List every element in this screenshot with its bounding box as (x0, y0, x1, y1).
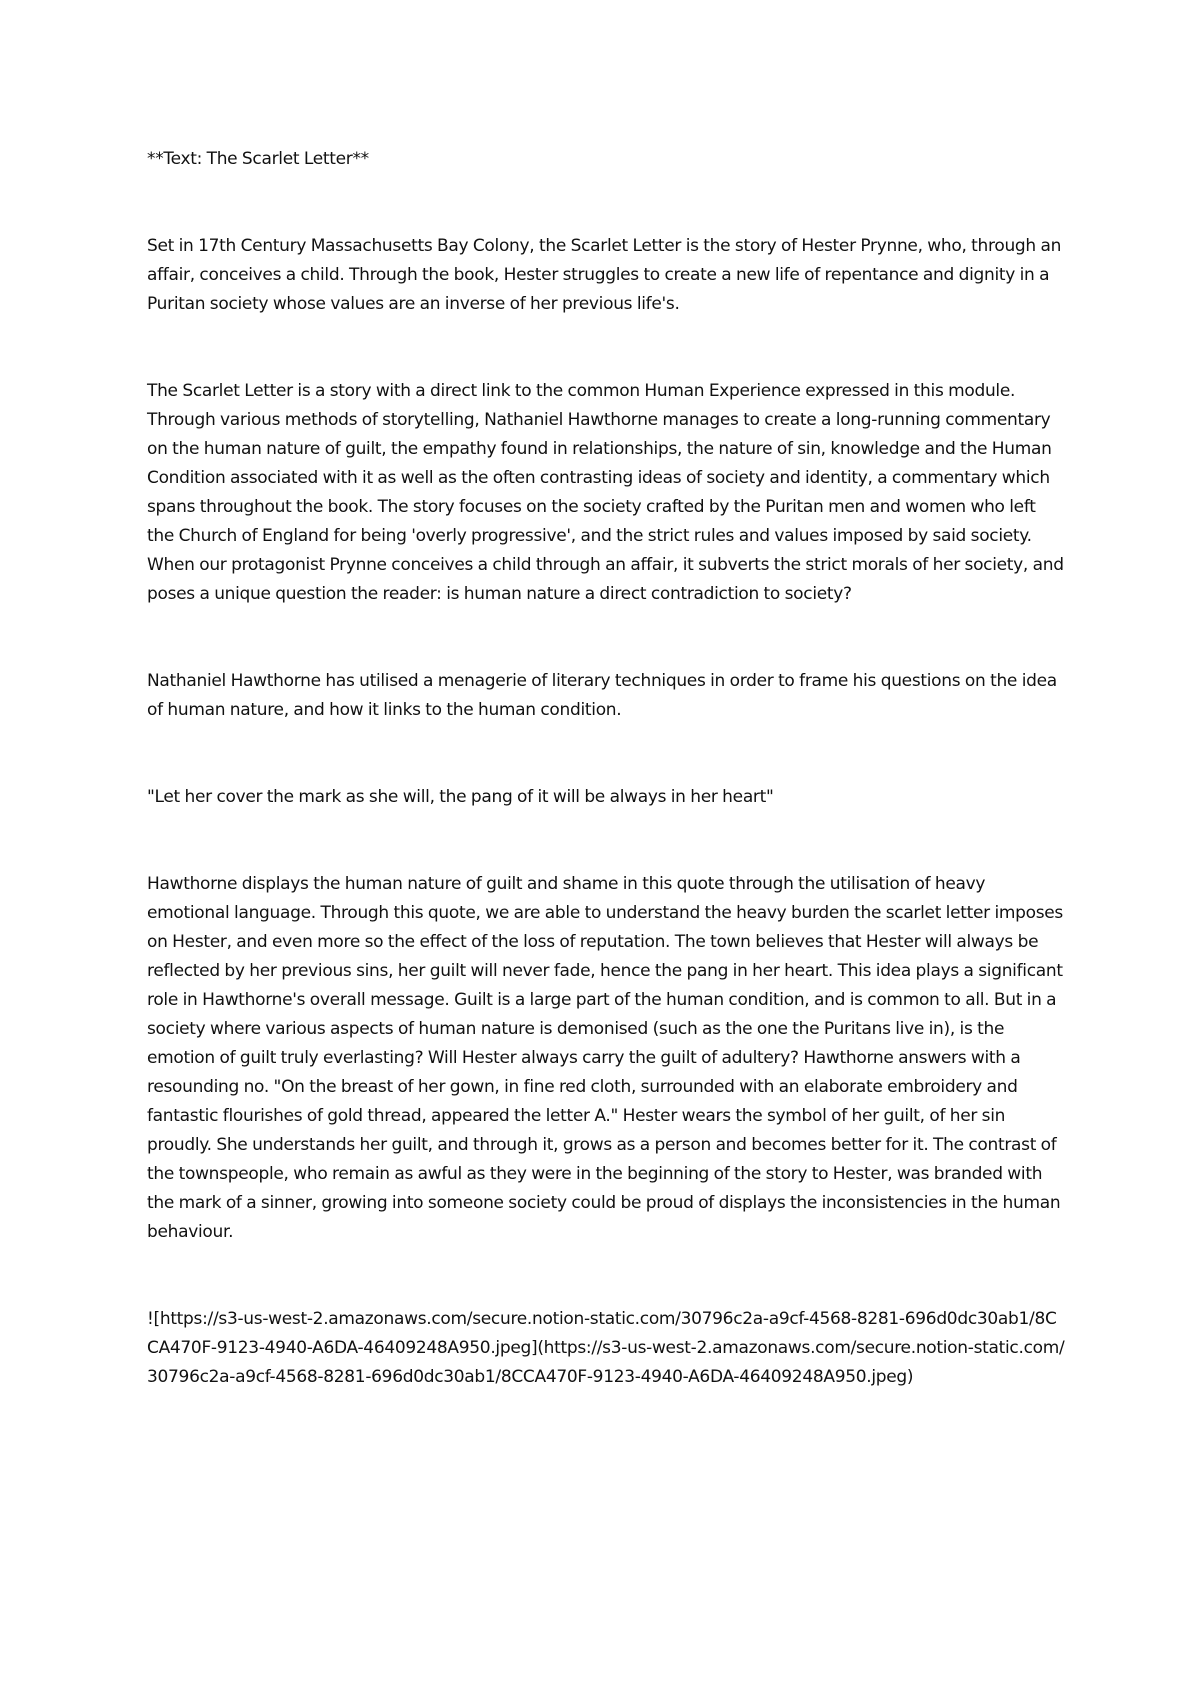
document-title: **Text: The Scarlet Letter** (147, 149, 369, 169)
document-page (147, 145, 1067, 1392)
image-markdown-link: ![https://s3-us-west-2.amazonaws.com/secure.notion-static.com/30796c2a-a9cf-4568-8281-696d0dc30ab1/8CCA470F-9123-4940-A6DA-46409248A950.jpeg](https://s3-us-west-2.amazonaws.com/secure.notion-static.com/30796c2a-a9cf-4568-8281-696d0dc30ab1/8CCA470F-9123-4940-A6DA-46409248A950.jpeg) (147, 1309, 1065, 1387)
paragraph-quote: "Let her cover the mark as she will, the pang of it will be always in her heart" (147, 787, 774, 807)
paragraph-analysis: Hawthorne displays the human nature of guilt and shame in this quote through the utilisation of heavy emotional language. Through this quote, we are able to understand the heavy burden the scarlet letter imposes on Hester, and even more so the effect of the loss of reputation. The town believes that Hester will always be reflected by her previous sins, her guilt will never fade, hence the pang in her heart. This idea plays a significant role in Hawthorne's overall message. Guilt is a large part of the human condition, and is common to all. But in a society where various aspects of human nature is demonised (such as the one the Puritans live in), is the emotion of guilt truly everlasting? Will Hester always carry the guilt of adultery? Hawthorne answers with a resounding no. "On the breast of her gown, in fine red cloth, surrounded with an elaborate embroidery and fantastic flourishes of gold thread, appeared the letter A." Hester wears the symbol of her guilt, of her sin proudly. She understands her guilt, and through it, grows as a person and becomes better for it. The contrast of the townspeople, who remain as awful as they were in the beginning of the story to Hester, was branded with the mark of a sinner, growing into someone society could be proud of displays the inconsistencies in the human behaviour. (147, 874, 1063, 1242)
paragraph-intro: Set in 17th Century Massachusetts Bay Colony, the Scarlet Letter is the story of Hester Prynne, who, through an affair, conceives a child. Through the book, Hester struggles to create a new life of repentance and dignity in a Puritan society whose values are an inverse of her previous life's. (147, 236, 1062, 314)
paragraph-human-experience: The Scarlet Letter is a story with a direct link to the common Human Experience expressed in this module. Through various methods of storytelling, Nathaniel Hawthorne manages to create a long-running commentary on the human nature of guilt, the empathy found in relationships, the nature of sin, knowledge and the Human Condition associated with it as well as the often contrasting ideas of society and identity, a commentary which spans throughout the book. The story focuses on the society crafted by the Puritan men and women who left the Church of England for being 'overly progressive', and the strict rules and values imposed by said society. When our protagonist Prynne conceives a child through an affair, it subverts the strict morals of her society, and poses a unique question the reader: is human nature a direct contradiction to society? (147, 381, 1064, 604)
paragraph-techniques: Nathaniel Hawthorne has utilised a menagerie of literary techniques in order to frame his questions on the idea of human nature, and how it links to the human condition. (147, 671, 1057, 720)
